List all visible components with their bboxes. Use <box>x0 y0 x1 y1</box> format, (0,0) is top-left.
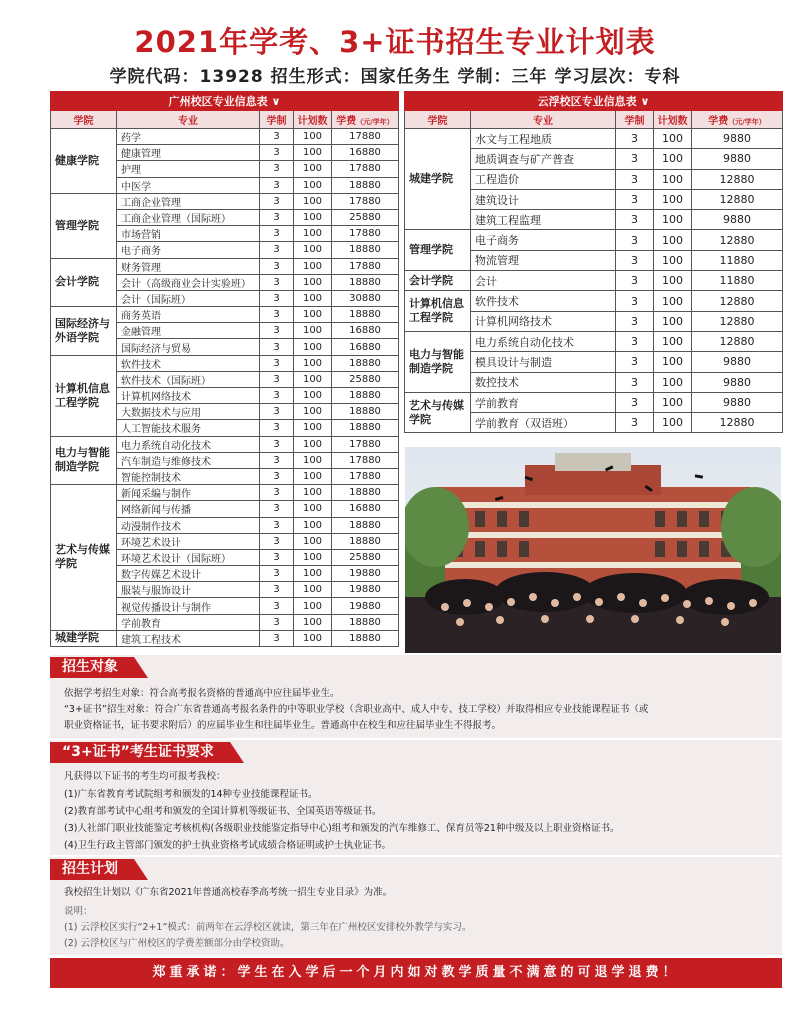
major-cell: 服装与服饰设计 <box>117 582 260 598</box>
major-cell: 计算机网络技术 <box>471 311 616 331</box>
fee-cell: 9880 <box>692 210 783 230</box>
para-cert-0: 凡获得以下证书的考生均可报考我校： <box>64 771 226 782</box>
table-row <box>405 291 783 311</box>
plan-cell: 100 <box>294 420 332 436</box>
plan-cell: 100 <box>654 311 692 331</box>
years-cell: 3 <box>260 549 294 565</box>
header-major: 专业 <box>471 111 616 129</box>
para-plan-2: (1) 云浮校区实行“2+1”模式：前两年在云浮校区就读，第三年在广州校区安排校外教学与实习。 <box>64 922 472 933</box>
fee-cell: 18880 <box>332 177 399 193</box>
years-cell: 3 <box>260 226 294 242</box>
years-cell: 3 <box>616 210 654 230</box>
plan-cell: 100 <box>654 392 692 412</box>
plan-cell: 100 <box>294 452 332 468</box>
fee-cell: 19880 <box>332 566 399 582</box>
plan-cell: 100 <box>294 226 332 242</box>
years-cell: 3 <box>616 352 654 372</box>
school-cell: 计算机信息工程学院 <box>405 291 471 332</box>
major-cell: 工程造价 <box>471 169 616 189</box>
fee-cell: 9880 <box>692 352 783 372</box>
plan-cell: 100 <box>294 549 332 565</box>
header-fee: 学费（元/学年） <box>692 111 783 129</box>
major-cell: 国际经济与贸易 <box>117 339 260 355</box>
plan-cell: 100 <box>294 485 332 501</box>
years-cell: 3 <box>260 145 294 161</box>
plan-cell: 100 <box>294 177 332 193</box>
fee-cell: 16880 <box>332 323 399 339</box>
plan-cell: 100 <box>294 388 332 404</box>
plan-cell: 100 <box>294 517 332 533</box>
major-cell: 会计 <box>471 271 616 291</box>
major-cell: 工商企业管理（国际班） <box>117 209 260 225</box>
major-cell: 智能控制技术 <box>117 468 260 484</box>
plan-cell: 100 <box>294 129 332 145</box>
para-cert-3: (3)人社部门职业技能鉴定考核机构(各级职业技能鉴定指导中心)组考和颁发的汽车维修工、保育员等21种中级及以上职业资格证书。 <box>64 823 620 834</box>
major-cell: 学前教育 <box>471 392 616 412</box>
years-cell: 3 <box>616 189 654 209</box>
para-target-1: 依据学考招生对象：符合高考报名资格的普通高中应往届毕业生。 <box>64 688 340 699</box>
plan-cell: 100 <box>294 258 332 274</box>
fee-cell: 11880 <box>692 250 783 270</box>
plan-cell: 100 <box>654 413 692 433</box>
major-cell: 会计（高级商业会计实验班） <box>117 274 260 290</box>
section-title-admission-target: 招生对象 <box>50 657 134 678</box>
fee-cell: 25880 <box>332 371 399 387</box>
fee-cell: 11880 <box>692 271 783 291</box>
plan-cell: 100 <box>294 582 332 598</box>
major-cell: 计算机网络技术 <box>117 388 260 404</box>
plan-cell: 100 <box>294 501 332 517</box>
major-cell: 财务管理 <box>117 258 260 274</box>
years-cell: 3 <box>616 291 654 311</box>
plan-cell: 100 <box>294 371 332 387</box>
plan-cell: 100 <box>294 404 332 420</box>
fee-cell: 17880 <box>332 258 399 274</box>
years-cell: 3 <box>260 614 294 630</box>
plan-cell: 100 <box>294 307 332 323</box>
plan-cell: 100 <box>654 210 692 230</box>
major-cell: 建筑设计 <box>471 189 616 209</box>
plan-cell: 100 <box>294 339 332 355</box>
yunfu-table-title: 云浮校区专业信息表 ∨ <box>405 92 783 111</box>
fee-cell: 18880 <box>332 355 399 371</box>
major-cell: 电子商务 <box>471 230 616 250</box>
section-admission-target <box>50 655 782 738</box>
years-cell: 3 <box>260 598 294 614</box>
school-cell: 计算机信息工程学院 <box>51 355 117 436</box>
section-certificate-requirements <box>50 740 782 855</box>
page-subtitle: 学院代码：13928 招生形式：国家任务生 学制：三年 学习层次：专科 <box>109 67 681 87</box>
school-cell: 城建学院 <box>51 630 117 646</box>
table-row <box>51 630 399 646</box>
major-cell: 护理 <box>117 161 260 177</box>
school-cell: 城建学院 <box>405 129 471 230</box>
header-years: 学制 <box>260 111 294 129</box>
fee-cell: 17880 <box>332 436 399 452</box>
table-row <box>51 436 399 452</box>
guangzhou-campus-table <box>50 91 399 647</box>
fee-cell: 19880 <box>332 582 399 598</box>
header-major: 专业 <box>117 111 260 129</box>
years-cell: 3 <box>260 339 294 355</box>
fee-cell: 18880 <box>332 242 399 258</box>
years-cell: 3 <box>616 129 654 149</box>
years-cell: 3 <box>260 630 294 646</box>
major-cell: 地质调查与矿产普查 <box>471 149 616 169</box>
school-cell: 国际经济与外语学院 <box>51 307 117 356</box>
plan-cell: 100 <box>654 291 692 311</box>
major-cell: 环境艺术设计（国际班） <box>117 549 260 565</box>
plan-cell: 100 <box>294 161 332 177</box>
major-cell: 人工智能技术服务 <box>117 420 260 436</box>
years-cell: 3 <box>616 392 654 412</box>
major-cell: 电力系统自动化技术 <box>471 331 616 351</box>
fee-cell: 12880 <box>692 331 783 351</box>
header-plan: 计划数 <box>654 111 692 129</box>
table-row <box>405 230 783 250</box>
fee-cell: 16880 <box>332 145 399 161</box>
major-cell: 软件技术（国际班） <box>117 371 260 387</box>
years-cell: 3 <box>616 413 654 433</box>
years-cell: 3 <box>260 468 294 484</box>
major-cell: 会计（国际班） <box>117 290 260 306</box>
years-cell: 3 <box>260 485 294 501</box>
major-cell: 软件技术 <box>117 355 260 371</box>
major-cell: 工商企业管理 <box>117 193 260 209</box>
major-cell: 环境艺术设计 <box>117 533 260 549</box>
section-title-admission-plan: 招生计划 <box>50 859 134 880</box>
school-cell: 艺术与传媒学院 <box>51 485 117 631</box>
plan-cell: 100 <box>294 323 332 339</box>
para-plan-1: 说明： <box>64 906 93 917</box>
major-cell: 视觉传播设计与制作 <box>117 598 260 614</box>
major-cell: 学前教育 <box>117 614 260 630</box>
table-row <box>51 193 399 209</box>
table-row <box>51 485 399 501</box>
years-cell: 3 <box>616 169 654 189</box>
table-row <box>405 129 783 149</box>
para-target-2: “3+证书”招生对象：符合广东省普通高考报名条件的中等职业学校（含职业高中、成人中专、技工学校）并取得相应专业技能课程证书（或 <box>64 704 649 715</box>
section-admission-plan <box>50 857 782 955</box>
plan-cell: 100 <box>654 189 692 209</box>
major-cell: 汽车制造与维修技术 <box>117 452 260 468</box>
plan-cell: 100 <box>654 271 692 291</box>
major-cell: 健康管理 <box>117 145 260 161</box>
major-cell: 建筑工程技术 <box>117 630 260 646</box>
fee-cell: 12880 <box>692 413 783 433</box>
school-cell: 艺术与传媒学院 <box>405 392 471 433</box>
fee-cell: 9880 <box>692 129 783 149</box>
years-cell: 3 <box>260 258 294 274</box>
table-row <box>51 129 399 145</box>
years-cell: 3 <box>260 274 294 290</box>
years-cell: 3 <box>260 404 294 420</box>
major-cell: 市场营销 <box>117 226 260 242</box>
header-years: 学制 <box>616 111 654 129</box>
major-cell: 学前教育（双语班） <box>471 413 616 433</box>
fee-cell: 17880 <box>332 161 399 177</box>
section-title-certificate-requirements: “3+证书”考生证书要求 <box>50 742 230 763</box>
para-cert-4: (4)卫生行政主管部门颁发的护士执业资格考试成绩合格证明或护士执业证书。 <box>64 840 391 851</box>
plan-cell: 100 <box>294 614 332 630</box>
years-cell: 3 <box>260 242 294 258</box>
plan-cell: 100 <box>654 372 692 392</box>
years-cell: 3 <box>260 323 294 339</box>
years-cell: 3 <box>260 452 294 468</box>
major-cell: 软件技术 <box>471 291 616 311</box>
plan-cell: 100 <box>294 566 332 582</box>
years-cell: 3 <box>616 372 654 392</box>
fee-cell: 16880 <box>332 339 399 355</box>
plan-cell: 100 <box>294 242 332 258</box>
years-cell: 3 <box>616 230 654 250</box>
plan-cell: 100 <box>654 149 692 169</box>
fee-cell: 17880 <box>332 452 399 468</box>
fee-cell: 12880 <box>692 311 783 331</box>
years-cell: 3 <box>616 331 654 351</box>
years-cell: 3 <box>616 149 654 169</box>
header-fee: 学费（元/学年） <box>332 111 399 129</box>
table-row <box>405 271 783 291</box>
major-cell: 金融管理 <box>117 323 260 339</box>
school-cell: 电力与智能制造学院 <box>405 331 471 392</box>
fee-cell: 18880 <box>332 388 399 404</box>
years-cell: 3 <box>260 566 294 582</box>
fee-cell: 25880 <box>332 209 399 225</box>
fee-cell: 12880 <box>692 189 783 209</box>
plan-cell: 100 <box>294 468 332 484</box>
major-cell: 建筑工程监理 <box>471 210 616 230</box>
plan-cell: 100 <box>294 145 332 161</box>
fee-cell: 18880 <box>332 517 399 533</box>
plan-cell: 100 <box>294 274 332 290</box>
fee-cell: 30880 <box>332 290 399 306</box>
header-school: 学院 <box>51 111 117 129</box>
fee-cell: 17880 <box>332 129 399 145</box>
school-cell: 会计学院 <box>51 258 117 307</box>
major-cell: 商务英语 <box>117 307 260 323</box>
major-cell: 模具设计与制造 <box>471 352 616 372</box>
years-cell: 3 <box>260 290 294 306</box>
para-plan-3: (2) 云浮校区与广州校区的学费差额部分由学校资助。 <box>64 938 290 949</box>
footer-promise-banner: 郑重承诺：学生在入学后一个月内如对教学质量不满意的可退学退费！ <box>50 958 782 988</box>
major-cell: 电子商务 <box>117 242 260 258</box>
fee-cell: 19880 <box>332 598 399 614</box>
fee-cell: 18880 <box>332 274 399 290</box>
plan-cell: 100 <box>654 250 692 270</box>
fee-cell: 9880 <box>692 392 783 412</box>
plan-cell: 100 <box>294 598 332 614</box>
major-cell: 水文与工程地质 <box>471 129 616 149</box>
plan-cell: 100 <box>654 331 692 351</box>
table-row <box>51 258 399 274</box>
years-cell: 3 <box>260 193 294 209</box>
fee-cell: 18880 <box>332 533 399 549</box>
school-cell: 会计学院 <box>405 271 471 291</box>
guangzhou-table-title: 广州校区专业信息表 ∨ <box>51 92 399 111</box>
plan-cell: 100 <box>654 230 692 250</box>
fee-cell: 18880 <box>332 614 399 630</box>
fee-cell: 18880 <box>332 630 399 646</box>
school-cell: 健康学院 <box>51 129 117 194</box>
plan-cell: 100 <box>294 355 332 371</box>
fee-cell: 25880 <box>332 549 399 565</box>
major-cell: 物流管理 <box>471 250 616 270</box>
fee-cell: 17880 <box>332 468 399 484</box>
para-cert-2: (2)教育部考试中心组考和颁发的全国计算机等级证书、全国英语等级证书。 <box>64 806 382 817</box>
major-cell: 大数据技术与应用 <box>117 404 260 420</box>
para-target-3: 职业资格证书，证书要求附后）的应届毕业生和往届毕业生。普通高中在校生和应往届毕业生不得报考。 <box>64 720 502 731</box>
years-cell: 3 <box>260 436 294 452</box>
years-cell: 3 <box>260 582 294 598</box>
years-cell: 3 <box>616 311 654 331</box>
years-cell: 3 <box>616 250 654 270</box>
header-plan: 计划数 <box>294 111 332 129</box>
fee-cell: 12880 <box>692 169 783 189</box>
plan-cell: 100 <box>654 169 692 189</box>
years-cell: 3 <box>260 420 294 436</box>
fee-cell: 18880 <box>332 485 399 501</box>
fee-cell: 9880 <box>692 372 783 392</box>
table-row <box>51 355 399 371</box>
header-school: 学院 <box>405 111 471 129</box>
fee-cell: 16880 <box>332 501 399 517</box>
page-title: 2021年学考、3+证书招生专业计划表 <box>134 25 656 59</box>
plan-cell: 100 <box>654 129 692 149</box>
years-cell: 3 <box>260 129 294 145</box>
major-cell: 动漫制作技术 <box>117 517 260 533</box>
major-cell: 中医学 <box>117 177 260 193</box>
fee-cell: 12880 <box>692 230 783 250</box>
years-cell: 3 <box>260 209 294 225</box>
plan-cell: 100 <box>294 290 332 306</box>
plan-cell: 100 <box>294 436 332 452</box>
fee-cell: 18880 <box>332 420 399 436</box>
years-cell: 3 <box>260 501 294 517</box>
table-row <box>405 331 783 351</box>
fee-cell: 12880 <box>692 291 783 311</box>
years-cell: 3 <box>260 388 294 404</box>
table-row <box>405 392 783 412</box>
years-cell: 3 <box>260 355 294 371</box>
major-cell: 数字传媒艺术设计 <box>117 566 260 582</box>
yunfu-campus-table <box>404 91 783 433</box>
para-cert-1: (1)广东省教育考试院组考和颁发的14种专业技能课程证书。 <box>64 789 318 800</box>
plan-cell: 100 <box>654 352 692 372</box>
fee-cell: 9880 <box>692 149 783 169</box>
major-cell: 网络新闻与传播 <box>117 501 260 517</box>
major-cell: 新闻采编与制作 <box>117 485 260 501</box>
fee-cell: 17880 <box>332 193 399 209</box>
school-cell: 管理学院 <box>405 230 471 271</box>
fee-cell: 18880 <box>332 404 399 420</box>
years-cell: 3 <box>260 371 294 387</box>
plan-cell: 100 <box>294 193 332 209</box>
fee-cell: 17880 <box>332 226 399 242</box>
years-cell: 3 <box>260 533 294 549</box>
plan-cell: 100 <box>294 209 332 225</box>
major-cell: 电力系统自动化技术 <box>117 436 260 452</box>
graduation-photo <box>405 447 781 653</box>
fee-cell: 18880 <box>332 307 399 323</box>
major-cell: 数控技术 <box>471 372 616 392</box>
plan-cell: 100 <box>294 533 332 549</box>
years-cell: 3 <box>260 307 294 323</box>
para-plan-0: 我校招生计划以《广东省2021年普通高校春季高考统一招生专业目录》为准。 <box>64 887 393 898</box>
years-cell: 3 <box>260 517 294 533</box>
school-cell: 管理学院 <box>51 193 117 258</box>
major-cell: 药学 <box>117 129 260 145</box>
table-row <box>51 307 399 323</box>
years-cell: 3 <box>260 161 294 177</box>
years-cell: 3 <box>616 271 654 291</box>
school-cell: 电力与智能制造学院 <box>51 436 117 485</box>
plan-cell: 100 <box>294 630 332 646</box>
years-cell: 3 <box>260 177 294 193</box>
